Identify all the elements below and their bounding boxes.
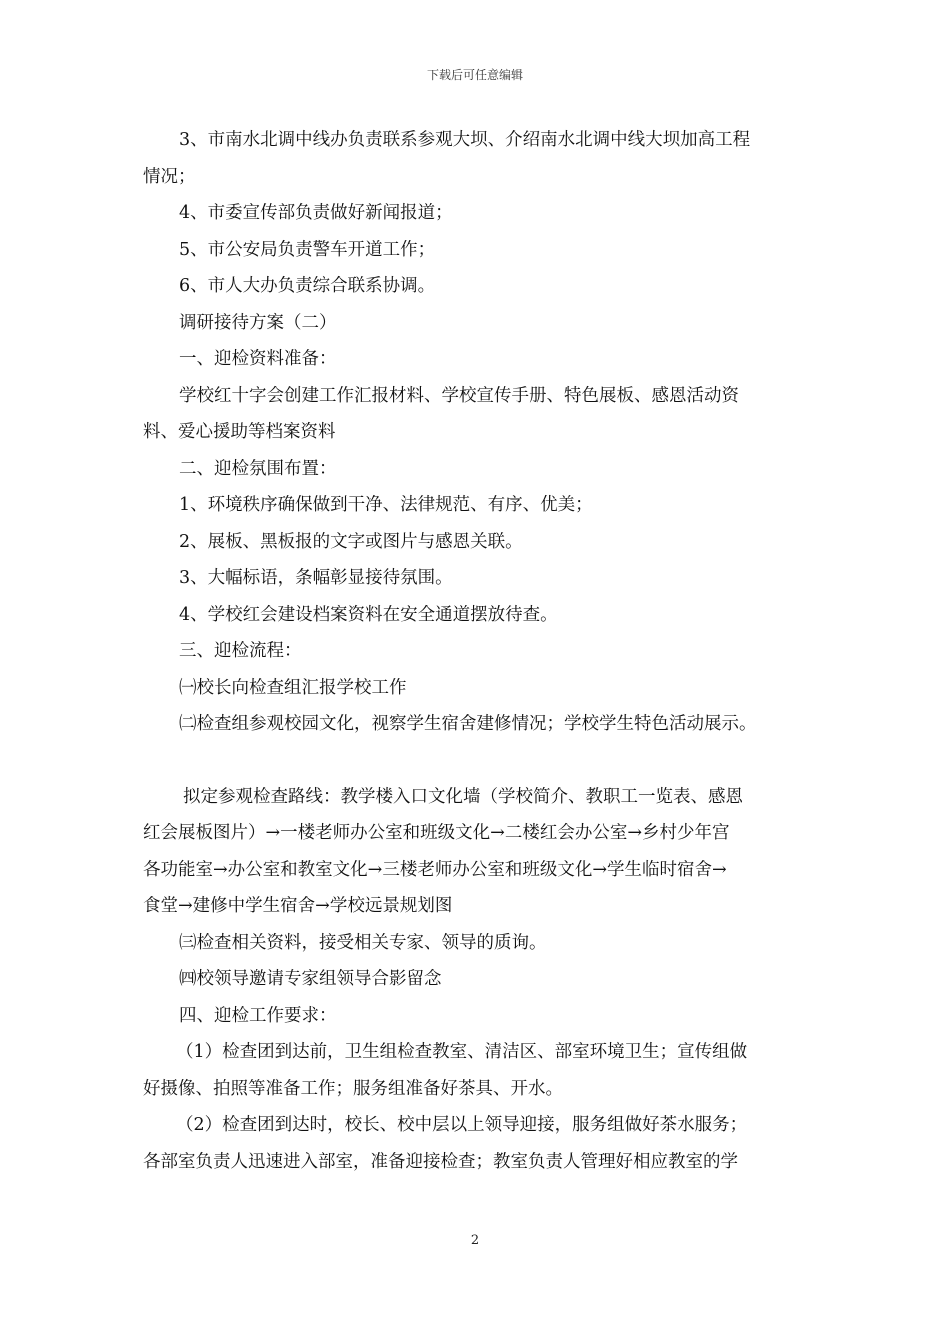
paragraph-line: 5、市公安局负责警车开道工作；: [179, 239, 436, 260]
list-item: ㈣校领导邀请专家组领导合影留念: [179, 969, 442, 989]
paragraph-line: 3、市南水北调中线办负责联系参观大坝、介绍南水北调中线大坝加高工程: [179, 130, 751, 150]
section-title: 调研接待方案（二）: [179, 312, 337, 333]
paragraph-line: 学校红十字会创建工作汇报材料、学校宣传手册、特色展板、感恩活动资: [179, 385, 739, 406]
list-item: 4、学校红会建设档案资料在安全通道摆放待查。: [179, 604, 558, 625]
list-item: ㈢检查相关资料，接受相关专家、领导的质询。: [179, 932, 547, 953]
list-item: 2、展板、黑板报的文字或图片与感恩关联。: [179, 531, 523, 552]
paragraph-line: 食堂→建修中学生宿舍→学校远景规划图: [143, 896, 453, 916]
paragraph-line: 红会展板图片）→一楼老师办公室和班级文化→二楼红会办公室→乡村少年宫: [143, 823, 730, 843]
page-number: 2: [470, 1233, 480, 1248]
paragraph-line: 4、市委宣传部负责做好新闻报道；: [179, 203, 453, 223]
paragraph-line: 情况；: [143, 166, 196, 187]
list-item: 1、环境秩序确保做到干净、法律规范、有序、优美；: [179, 495, 593, 515]
paragraph-line: 好摄像、拍照等准备工作；服务组准备好茶具、开水。: [143, 1078, 563, 1099]
list-item: ㈠校长向检查组汇报学校工作: [179, 677, 407, 698]
paragraph-line: 料、爱心援助等档案资料: [143, 422, 336, 442]
document-body: [143, 122, 815, 1180]
section-heading: 四、迎检工作要求：: [179, 1005, 337, 1026]
header-note: 下载后可任意编辑: [426, 68, 523, 82]
blank-line: [143, 743, 815, 779]
paragraph-line: （1）检查团到达前，卫生组检查教室、清洁区、部室环境卫生；宣传组做: [176, 1042, 748, 1062]
paragraph-line: 拟定参观检查路线：教学楼入口文化墙（学校简介、教职工一览表、感恩: [183, 786, 743, 807]
list-item: ㈡检查组参观校园文化，视察学生宿舍建修情况；学校学生特色活动展示。: [179, 714, 757, 734]
section-heading: 三、迎检流程：: [179, 641, 302, 661]
paragraph-line: 各功能室→办公室和教室文化→三楼老师办公室和班级文化→学生临时宿舍→: [143, 859, 727, 880]
paragraph-line: 各部室负责人迅速进入部室，准备迎接检查；教室负责人管理好相应教室的学: [143, 1151, 738, 1172]
paragraph-line: 6、市人大办负责综合联系协调。: [179, 276, 436, 296]
section-heading: 二、迎检氛围布置：: [179, 458, 337, 479]
section-heading: 一、迎检资料准备：: [179, 349, 337, 369]
list-item: 3、大幅标语，条幅彰显接待氛围。: [179, 568, 453, 588]
paragraph-line: （2）检查团到达时，校长、校中层以上领导迎接，服务组做好茶水服务；: [176, 1115, 748, 1135]
